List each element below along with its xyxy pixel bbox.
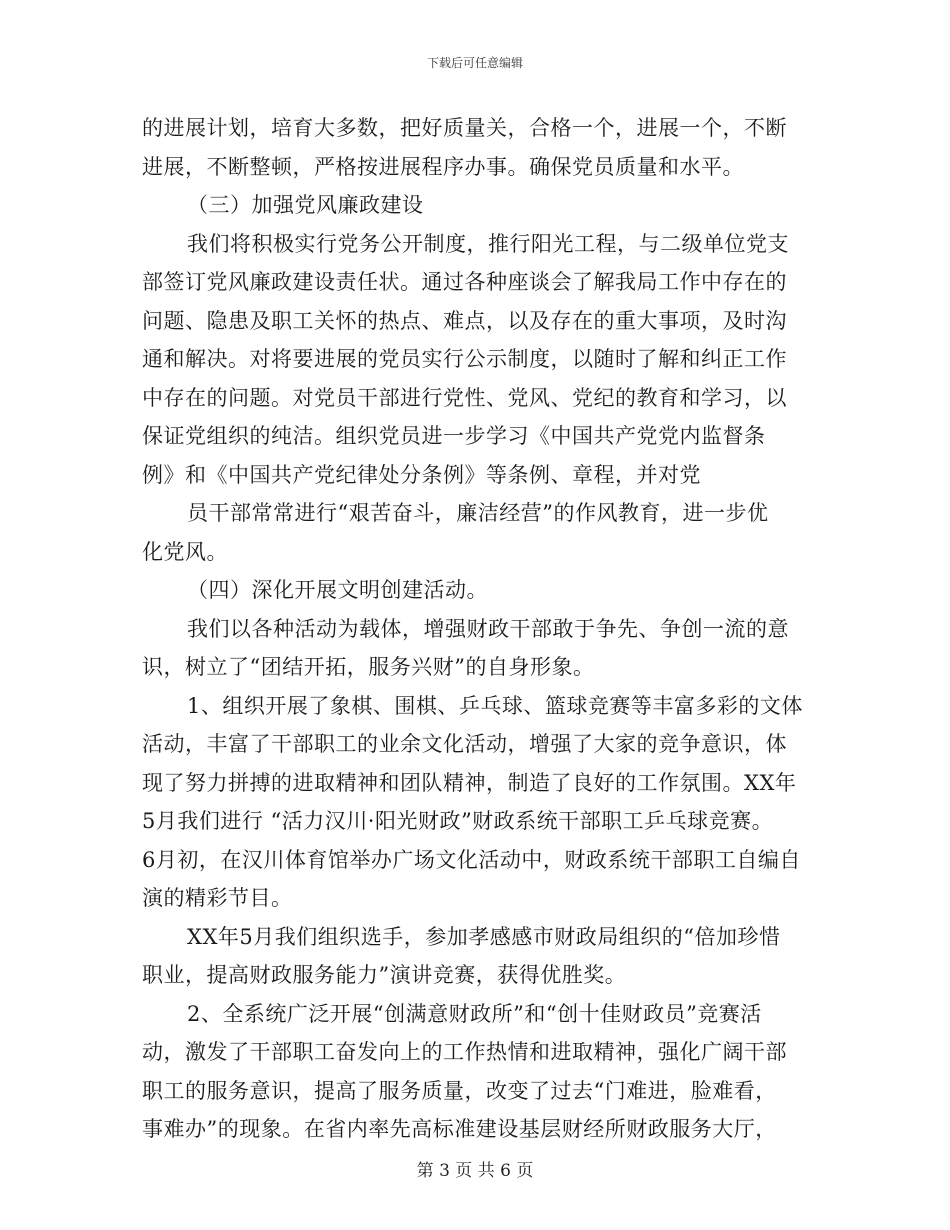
- text-line: 6月初，在汉川体育馆举办广场文化活动中，财政系统干部职工自编自: [142, 848, 801, 872]
- text-line: 部签订党风廉政建设责任状。通过各种座谈会了解我局工作中存在的: [142, 270, 787, 294]
- text-line: 化党风。: [142, 540, 228, 564]
- text-line: XX年5月我们组织选手，参加孝感感市财政局组织的“倍加珍惜: [187, 925, 781, 949]
- text-line: 员干部常常进行“艰苦奋斗，廉洁经营”的作风教育，进一步优: [187, 501, 769, 525]
- text-line: 5月我们进行 “活力汉川·阳光财政”财政系统干部职工乒乓球竞赛。: [142, 809, 774, 833]
- text-line: 事难办”的现象。在省内率先高标准建设基层财经所财政服务大厅，: [142, 1117, 777, 1141]
- text-line: 动，激发了干部职工奋发向上的工作热情和进取精神，强化广阔干部: [142, 1040, 787, 1064]
- text-line: 活动，丰富了干部职工的业余文化活动，增强了大家的竞争意识，体: [142, 732, 787, 756]
- text-line: 例》和《中国共产党纪律处分条例》等条例、章程，并对党: [142, 463, 701, 487]
- page-header: 下载后可任意编辑: [426, 56, 523, 70]
- text-line: 问题、隐患及职工关怀的热点、难点，以及存在的重大事项，及时沟: [142, 309, 787, 333]
- text-line: 保证党组织的纯洁。组织党员进一步学习《中国共产党党内监督条: [142, 424, 766, 448]
- text-line: 职业，提高财政服务能力”演讲竞赛，获得优胜奖。: [142, 963, 627, 987]
- text-line: 我们将积极实行党务公开制度，推行阳光工程，与二级单位党支: [187, 232, 789, 256]
- text-line: 的进展计划，培育大多数，把好质量关，合格一个，进展一个，不断: [142, 116, 787, 140]
- text-line: 通和解决。对将要进展的党员实行公示制度，以随时了解和纠正工作: [142, 347, 787, 371]
- text-line: 演的精彩节目。: [142, 886, 293, 910]
- text-line: 职工的服务意识，提高了服务质量，改变了过去“门难进，脸难看，: [142, 1079, 777, 1103]
- page-footer: 第 3 页 共 6 页: [416, 1161, 534, 1181]
- text-line: 现了努力拼搏的进取精神和团队精神，制造了良好的工作氛围。XX年: [142, 771, 797, 795]
- section-heading: （四）深化开展文明创建活动。: [187, 578, 488, 602]
- text-line: 2、全系统广泛开展“创满意财政所”和“创十佳财政员”竞赛活: [187, 1002, 762, 1026]
- text-line: 中存在的问题。对党员干部进行党性、党风、党纪的教育和学习，以: [142, 386, 787, 410]
- text-line: 我们以各种活动为载体，增强财政干部敢于争先、争创一流的意: [187, 617, 789, 641]
- text-line: 进展，不断整顿，严格按进展程序办事。确保党员质量和水平。: [142, 155, 744, 179]
- text-line: 1、组织开展了象棋、围棋、乒乓球、篮球竞赛等丰富多彩的文体: [187, 694, 803, 718]
- section-heading: （三）加强党风廉政建设: [187, 193, 424, 217]
- text-line: 识，树立了“团结开拓，服务兴财”的自身形象。: [142, 655, 595, 679]
